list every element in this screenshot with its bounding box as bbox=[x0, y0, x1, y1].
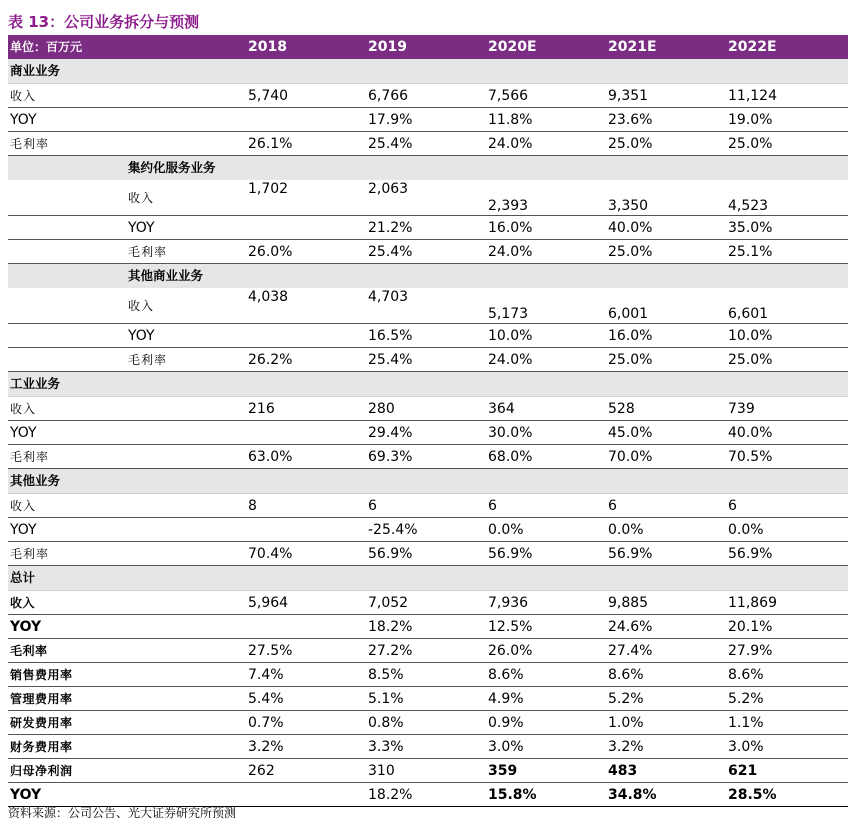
value-cell: 739 bbox=[728, 397, 848, 421]
value-cell: 4,038 bbox=[248, 288, 368, 324]
value-cell: 5.2% bbox=[728, 687, 848, 711]
table-row bbox=[8, 687, 848, 711]
value-cell: 2,063 bbox=[368, 180, 488, 216]
value-cell: 24.0% bbox=[488, 132, 608, 156]
value-cell: 25.0% bbox=[608, 132, 728, 156]
subsection-label: 其他商业业务 bbox=[8, 264, 248, 289]
row-label-text: 收入 bbox=[10, 88, 37, 103]
value-cell: 0.8% bbox=[368, 711, 488, 735]
value-cell: 528 bbox=[608, 397, 728, 421]
subsection-fill bbox=[368, 156, 488, 181]
value-cell: 25.0% bbox=[608, 240, 728, 264]
value-cell: 20.1% bbox=[728, 615, 848, 639]
value-cell: 25.0% bbox=[608, 348, 728, 372]
table-row bbox=[8, 663, 848, 687]
table-row bbox=[8, 615, 848, 639]
row-label bbox=[8, 421, 248, 445]
row-label bbox=[8, 615, 248, 639]
table-row bbox=[8, 108, 848, 132]
section-header-row bbox=[8, 59, 848, 84]
section-fill bbox=[608, 469, 728, 494]
row-label bbox=[8, 288, 248, 324]
unit-label: 单位：百万元 bbox=[8, 35, 248, 59]
value-cell bbox=[248, 324, 368, 348]
value-cell: 25.0% bbox=[728, 132, 848, 156]
table-row bbox=[8, 84, 848, 108]
value-cell: 8.5% bbox=[368, 663, 488, 687]
row-label bbox=[8, 216, 248, 240]
table-row bbox=[8, 735, 848, 759]
value-cell: 24.0% bbox=[488, 348, 608, 372]
value-cell: 7,936 bbox=[488, 591, 608, 615]
value-cell: 25.4% bbox=[368, 240, 488, 264]
value-cell: 6,001 bbox=[608, 288, 728, 324]
value-cell bbox=[248, 216, 368, 240]
value-cell: 25.1% bbox=[728, 240, 848, 264]
value-cell: 26.2% bbox=[248, 348, 368, 372]
value-cell: 3.3% bbox=[368, 735, 488, 759]
value-cell: 35.0% bbox=[728, 216, 848, 240]
row-label bbox=[8, 591, 248, 615]
row-label-text: YOY bbox=[10, 521, 37, 538]
value-cell: 7.4% bbox=[248, 663, 368, 687]
year-header: 2018 bbox=[248, 35, 368, 59]
row-label-text: YOY bbox=[128, 327, 155, 344]
table-row bbox=[8, 759, 848, 783]
row-label bbox=[8, 639, 248, 663]
value-cell: 10.0% bbox=[728, 324, 848, 348]
value-cell: 11,869 bbox=[728, 591, 848, 615]
value-cell: 3.0% bbox=[728, 735, 848, 759]
section-label: 工业业务 bbox=[8, 372, 248, 397]
value-cell: 5.2% bbox=[608, 687, 728, 711]
row-label-text: 管理费用率 bbox=[10, 691, 73, 706]
value-cell: 8.6% bbox=[728, 663, 848, 687]
row-label-text: 收入 bbox=[10, 595, 36, 610]
value-cell: 0.0% bbox=[488, 518, 608, 542]
value-cell: 70.4% bbox=[248, 542, 368, 566]
value-cell: 9,885 bbox=[608, 591, 728, 615]
section-label: 总计 bbox=[8, 566, 248, 591]
value-cell: 24.0% bbox=[488, 240, 608, 264]
subsection-fill bbox=[248, 156, 368, 181]
value-cell: 70.5% bbox=[728, 445, 848, 469]
value-cell: 1.0% bbox=[608, 711, 728, 735]
section-header-row bbox=[8, 469, 848, 494]
section-fill bbox=[248, 469, 368, 494]
value-cell: 621 bbox=[728, 759, 848, 783]
value-cell bbox=[248, 421, 368, 445]
row-label bbox=[8, 180, 248, 216]
value-cell: 40.0% bbox=[608, 216, 728, 240]
row-label-text: 收入 bbox=[10, 401, 37, 416]
value-cell: 483 bbox=[608, 759, 728, 783]
value-cell: 56.9% bbox=[488, 542, 608, 566]
value-cell: 359 bbox=[488, 759, 608, 783]
year-header: 2021E bbox=[608, 35, 728, 59]
value-cell: 12.5% bbox=[488, 615, 608, 639]
section-label: 其他业务 bbox=[8, 469, 248, 494]
value-cell: 7,566 bbox=[488, 84, 608, 108]
row-label bbox=[8, 84, 248, 108]
row-label bbox=[8, 518, 248, 542]
table-row bbox=[8, 180, 848, 216]
value-cell: 17.9% bbox=[368, 108, 488, 132]
table-row bbox=[8, 288, 848, 324]
value-cell: 364 bbox=[488, 397, 608, 421]
row-label-text: 销售费用率 bbox=[10, 667, 73, 682]
subsection-fill bbox=[488, 156, 608, 181]
subsection-fill bbox=[368, 264, 488, 289]
row-label-text: 收入 bbox=[10, 498, 37, 513]
value-cell: 25.4% bbox=[368, 132, 488, 156]
row-label bbox=[8, 494, 248, 518]
value-cell: 15.8% bbox=[488, 783, 608, 807]
row-label-text: 收入 bbox=[128, 190, 155, 205]
section-fill bbox=[488, 469, 608, 494]
section-fill bbox=[248, 372, 368, 397]
section-fill bbox=[248, 59, 368, 84]
row-label bbox=[8, 711, 248, 735]
value-cell: 26.0% bbox=[488, 639, 608, 663]
value-cell: 25.4% bbox=[368, 348, 488, 372]
subsection-fill bbox=[608, 264, 728, 289]
row-label bbox=[8, 445, 248, 469]
row-label-text: 毛利率 bbox=[10, 643, 48, 658]
value-cell: 1,702 bbox=[248, 180, 368, 216]
value-cell: 4,703 bbox=[368, 288, 488, 324]
header-row bbox=[8, 35, 848, 59]
row-label-text: YOY bbox=[10, 111, 37, 128]
value-cell: 0.0% bbox=[728, 518, 848, 542]
value-cell: 18.2% bbox=[368, 615, 488, 639]
value-cell: 27.5% bbox=[248, 639, 368, 663]
value-cell: 68.0% bbox=[488, 445, 608, 469]
row-label-text: 毛利率 bbox=[10, 546, 50, 561]
value-cell: 26.0% bbox=[248, 240, 368, 264]
value-cell: 9,351 bbox=[608, 84, 728, 108]
row-label-text: 归母净利润 bbox=[10, 763, 73, 778]
subsection-fill bbox=[248, 264, 368, 289]
subsection-fill bbox=[488, 264, 608, 289]
table-row bbox=[8, 397, 848, 421]
value-cell: 6 bbox=[608, 494, 728, 518]
value-cell: 11,124 bbox=[728, 84, 848, 108]
value-cell: 280 bbox=[368, 397, 488, 421]
value-cell: 34.8% bbox=[608, 783, 728, 807]
table-row bbox=[8, 591, 848, 615]
table-row bbox=[8, 240, 848, 264]
value-cell: 69.3% bbox=[368, 445, 488, 469]
value-cell bbox=[248, 108, 368, 132]
year-header: 2019 bbox=[368, 35, 488, 59]
section-fill bbox=[608, 372, 728, 397]
year-header: 2022E bbox=[728, 35, 848, 59]
table-row bbox=[8, 783, 848, 807]
value-cell bbox=[248, 615, 368, 639]
row-label bbox=[8, 663, 248, 687]
value-cell: 27.4% bbox=[608, 639, 728, 663]
value-cell: 19.0% bbox=[728, 108, 848, 132]
table-row bbox=[8, 639, 848, 663]
value-cell: 16.5% bbox=[368, 324, 488, 348]
table-row bbox=[8, 445, 848, 469]
subsection-fill bbox=[608, 156, 728, 181]
value-cell: 27.9% bbox=[728, 639, 848, 663]
row-label-text: 毛利率 bbox=[10, 449, 50, 464]
section-fill bbox=[248, 566, 368, 591]
table-row bbox=[8, 324, 848, 348]
row-label bbox=[8, 759, 248, 783]
value-cell: 3.2% bbox=[608, 735, 728, 759]
value-cell: 8.6% bbox=[488, 663, 608, 687]
row-label bbox=[8, 348, 248, 372]
section-fill bbox=[368, 469, 488, 494]
value-cell: 5,173 bbox=[488, 288, 608, 324]
row-label bbox=[8, 735, 248, 759]
value-cell: 6 bbox=[368, 494, 488, 518]
value-cell: 3.2% bbox=[248, 735, 368, 759]
subsection-header-row bbox=[8, 264, 848, 289]
value-cell: 0.0% bbox=[608, 518, 728, 542]
value-cell: 8 bbox=[248, 494, 368, 518]
section-fill bbox=[368, 59, 488, 84]
value-cell: 5.1% bbox=[368, 687, 488, 711]
value-cell: 4,523 bbox=[728, 180, 848, 216]
section-fill bbox=[488, 372, 608, 397]
row-label bbox=[8, 542, 248, 566]
row-label-text: 研发费用率 bbox=[10, 715, 73, 730]
section-fill bbox=[488, 59, 608, 84]
row-label-text: 毛利率 bbox=[128, 352, 168, 367]
value-cell: 3,350 bbox=[608, 180, 728, 216]
value-cell bbox=[248, 783, 368, 807]
value-cell: 0.9% bbox=[488, 711, 608, 735]
row-label bbox=[8, 240, 248, 264]
value-cell: 5,964 bbox=[248, 591, 368, 615]
row-label-text: YOY bbox=[10, 618, 42, 635]
subsection-label: 集约化服务业务 bbox=[8, 156, 248, 181]
value-cell: 30.0% bbox=[488, 421, 608, 445]
section-fill bbox=[728, 372, 848, 397]
value-cell bbox=[248, 518, 368, 542]
value-cell: 3.0% bbox=[488, 735, 608, 759]
row-label bbox=[8, 783, 248, 807]
section-fill bbox=[368, 566, 488, 591]
value-cell: 10.0% bbox=[488, 324, 608, 348]
row-label-text: YOY bbox=[10, 786, 42, 803]
value-cell: 28.5% bbox=[728, 783, 848, 807]
value-cell: 21.2% bbox=[368, 216, 488, 240]
value-cell: 7,052 bbox=[368, 591, 488, 615]
value-cell: 25.0% bbox=[728, 348, 848, 372]
table-row bbox=[8, 542, 848, 566]
row-label-text: 财务费用率 bbox=[10, 739, 73, 754]
value-cell: 40.0% bbox=[728, 421, 848, 445]
table-title: 表 13：公司业务拆分与预测 bbox=[8, 13, 200, 31]
section-header-row bbox=[8, 566, 848, 591]
value-cell: 23.6% bbox=[608, 108, 728, 132]
value-cell: 45.0% bbox=[608, 421, 728, 445]
table-row bbox=[8, 421, 848, 445]
row-label-text: 收入 bbox=[128, 298, 155, 313]
value-cell: 56.9% bbox=[608, 542, 728, 566]
value-cell: 2,393 bbox=[488, 180, 608, 216]
row-label bbox=[8, 397, 248, 421]
value-cell: 56.9% bbox=[728, 542, 848, 566]
row-label bbox=[8, 132, 248, 156]
value-cell: 29.4% bbox=[368, 421, 488, 445]
table-row bbox=[8, 711, 848, 735]
section-header-row bbox=[8, 372, 848, 397]
value-cell: 1.1% bbox=[728, 711, 848, 735]
row-label bbox=[8, 687, 248, 711]
value-cell: 16.0% bbox=[488, 216, 608, 240]
section-fill bbox=[608, 59, 728, 84]
value-cell: 0.7% bbox=[248, 711, 368, 735]
value-cell: 5,740 bbox=[248, 84, 368, 108]
value-cell: 16.0% bbox=[608, 324, 728, 348]
table-row bbox=[8, 494, 848, 518]
row-label-text: 毛利率 bbox=[128, 244, 168, 259]
value-cell: -25.4% bbox=[368, 518, 488, 542]
value-cell: 70.0% bbox=[608, 445, 728, 469]
value-cell: 6 bbox=[488, 494, 608, 518]
section-fill bbox=[608, 566, 728, 591]
value-cell: 6,766 bbox=[368, 84, 488, 108]
section-fill bbox=[728, 566, 848, 591]
value-cell: 24.6% bbox=[608, 615, 728, 639]
value-cell: 63.0% bbox=[248, 445, 368, 469]
value-cell: 8.6% bbox=[608, 663, 728, 687]
section-fill bbox=[728, 59, 848, 84]
business-forecast-table bbox=[8, 35, 848, 807]
year-header: 2020E bbox=[488, 35, 608, 59]
source-note: 资料来源：公司公告、光大证券研究所预测 bbox=[8, 806, 237, 820]
section-label: 商业业务 bbox=[8, 59, 248, 84]
subsection-fill bbox=[728, 156, 848, 181]
section-fill bbox=[728, 469, 848, 494]
value-cell: 5.4% bbox=[248, 687, 368, 711]
value-cell: 56.9% bbox=[368, 542, 488, 566]
table-row bbox=[8, 348, 848, 372]
row-label-text: YOY bbox=[128, 219, 155, 236]
value-cell: 11.8% bbox=[488, 108, 608, 132]
table-row bbox=[8, 132, 848, 156]
value-cell: 6,601 bbox=[728, 288, 848, 324]
value-cell: 6 bbox=[728, 494, 848, 518]
value-cell: 27.2% bbox=[368, 639, 488, 663]
value-cell: 262 bbox=[248, 759, 368, 783]
row-label bbox=[8, 324, 248, 348]
row-label-text: YOY bbox=[10, 424, 37, 441]
value-cell: 310 bbox=[368, 759, 488, 783]
section-fill bbox=[488, 566, 608, 591]
subsection-header-row bbox=[8, 156, 848, 181]
row-label bbox=[8, 108, 248, 132]
row-label-text: 毛利率 bbox=[10, 136, 50, 151]
section-fill bbox=[368, 372, 488, 397]
value-cell: 216 bbox=[248, 397, 368, 421]
table-row bbox=[8, 216, 848, 240]
value-cell: 18.2% bbox=[368, 783, 488, 807]
table-row bbox=[8, 518, 848, 542]
value-cell: 4.9% bbox=[488, 687, 608, 711]
value-cell: 26.1% bbox=[248, 132, 368, 156]
subsection-fill bbox=[728, 264, 848, 289]
